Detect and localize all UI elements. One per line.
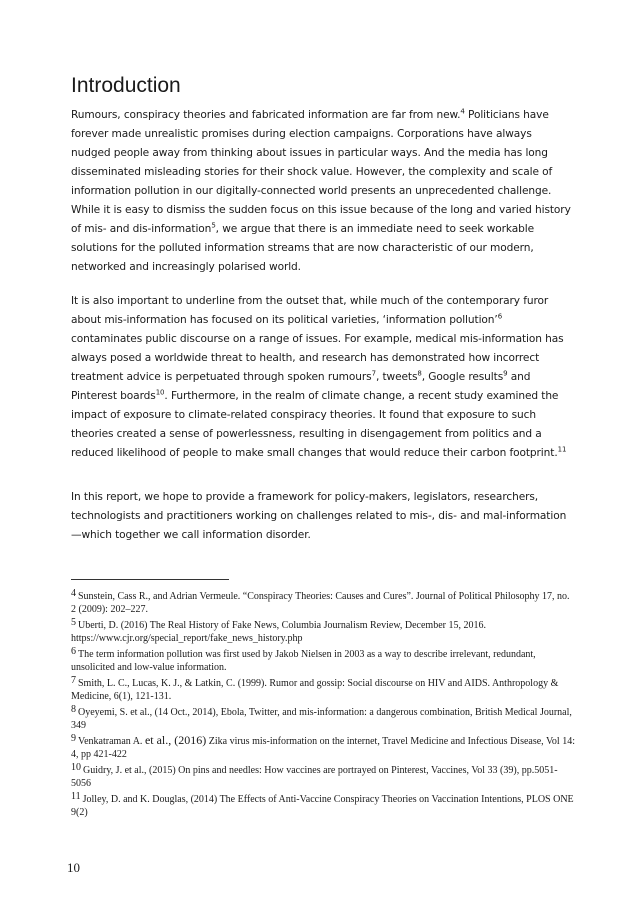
footnote-text: Guidry, J. et al., (2015) On pins and needles: How vaccines are portrayed on Pinterest, Vaccines, Vol 33 (39), pp.5051-5056 [71,765,558,789]
footnote-8 [71,704,576,732]
footnote-4 [71,588,576,616]
footnote-ref-9[interactable]: 9 [503,369,508,378]
footnote-5 [71,617,576,645]
footnote-ref-10[interactable]: 10 [155,388,165,397]
paragraph-text: , Google results [421,371,504,383]
footnote-divider [71,579,229,580]
paragraph-intro-2 [71,292,571,463]
paragraph-text: It is also important to underline from the outset that, while much of the contemporary furor about mis-information has focused on its political varieties, ‘information pollution’ [71,295,549,326]
paragraph-text: , we argue that there is an immediate need to seek workable solutions for the polluted information streams that are now characteristic of our modern, networked and increasingly polarised world. [71,223,535,273]
footnotes-section [71,588,576,820]
footnote-number: 5 [71,617,76,628]
footnote-9 [71,733,576,761]
footnote-text: Smith, L. C., Lucas, K. J., & Latkin, C. (1999). Rumor and gossip: Social discourse on HIV and AIDS. Anthropology & Medicine, 6(1), 121-131. [71,678,559,702]
footnote-ref-7[interactable]: 7 [371,369,376,378]
footnote-number: 6 [71,646,76,657]
paragraph-text: and Pinterest boards [71,371,531,402]
footnote-ref-8[interactable]: 8 [417,369,422,378]
footnote-text[interactable]: Uberti, D. (2016) The Real History of Fake News, Columbia Journalism Review, December 15, 2016. https://www.cjr.org/special_report/fake_news_history.php [71,620,486,644]
paragraph-text: Politicians have forever made unrealistic promises during election campaigns. Corporations have always nudged people away from thinking about issues in particular ways. And the media has long disseminated misleading stories for their shock value. However, the complexity and scale of information pollution in our digitally-connected world presents an unprecedented challenge. While it is easy to dismiss the sudden focus on this issue because of the long and varied history of mis- and dis-information [71,109,571,235]
footnote-number: 11 [71,791,81,802]
footnote-text: The term information pollution was first used by Jakob Nielsen in 2003 as a way to describe irrelevant, redundant, unsolicited and low-value information. [71,649,536,673]
footnote-number: 7 [71,675,76,686]
footnote-text: Jolley, D. and K. Douglas, (2014) The Effects of Anti-Vaccine Conspiracy Theories on Vaccination Intentions, PLOS ONE 9(2) [71,794,574,818]
paragraph-text: Rumours, conspiracy theories and fabricated information are far from new. [71,109,461,121]
paragraph-text: . Furthermore, in the realm of climate change, a recent study examined the impact of exposure to climate-related conspiracy theories. It found that exposure to such theories created a sense of powerlessness, resulting in disengagement from politics and a reduced likelihood of people to make small changes that would reduce their carbon footprint. [71,390,559,459]
footnote-ref-6[interactable]: 6 [497,312,503,321]
footnote-text: Venkatraman A. [78,736,145,747]
footnote-text: Zika virus mis-information on the internet, Travel Medicine and Infectious Disease, Vol 14: 4, pp 421-422 [71,736,575,760]
section-title: Introduction [71,74,181,97]
footnote-ref-5[interactable]: 5 [211,221,216,230]
footnote-ref-11[interactable]: 11 [557,445,567,454]
footnote-number: 4 [71,588,76,599]
footnote-number: 8 [71,704,76,715]
footnote-ref-4[interactable]: 4 [460,107,465,116]
footnote-10 [71,762,576,790]
paragraph-intro-3: In this report, we hope to provide a framework for policy-makers, legislators, researchers, technologists and practitioners working on challenges related to mis-, dis- and mal-information—which together we call information disorder. [71,491,567,541]
footnote-text: et al., (2016) [144,733,207,747]
paragraph-text: contaminates public discourse on a range of issues. For example, medical mis-information has always posed a worldwide threat to health, and research has demonstrated how incorrect treatment advice is perpetuated through spoken rumours [71,333,564,383]
footnote-number: 9 [71,733,76,744]
paragraph-text: , tweets [375,371,418,383]
paragraph-intro-1 [71,106,571,277]
footnote-number: 10 [71,762,81,773]
footnote-7 [71,675,576,703]
footnote-text: Sunstein, Cass R., and Adrian Vermeule. “Conspiracy Theories: Causes and Cures”. Journal of Political Philosophy 17, no. 2 (2009): 202–227. [71,591,570,615]
page-number: 10 [67,860,80,875]
footnote-text: Oyeyemi, S. et al., (14 Oct., 2014), Ebola, Twitter, and mis-information: a dangerous combination, British Medical Journal, 349 [71,707,572,731]
footnote-6 [71,646,576,674]
footnote-11 [71,791,576,819]
